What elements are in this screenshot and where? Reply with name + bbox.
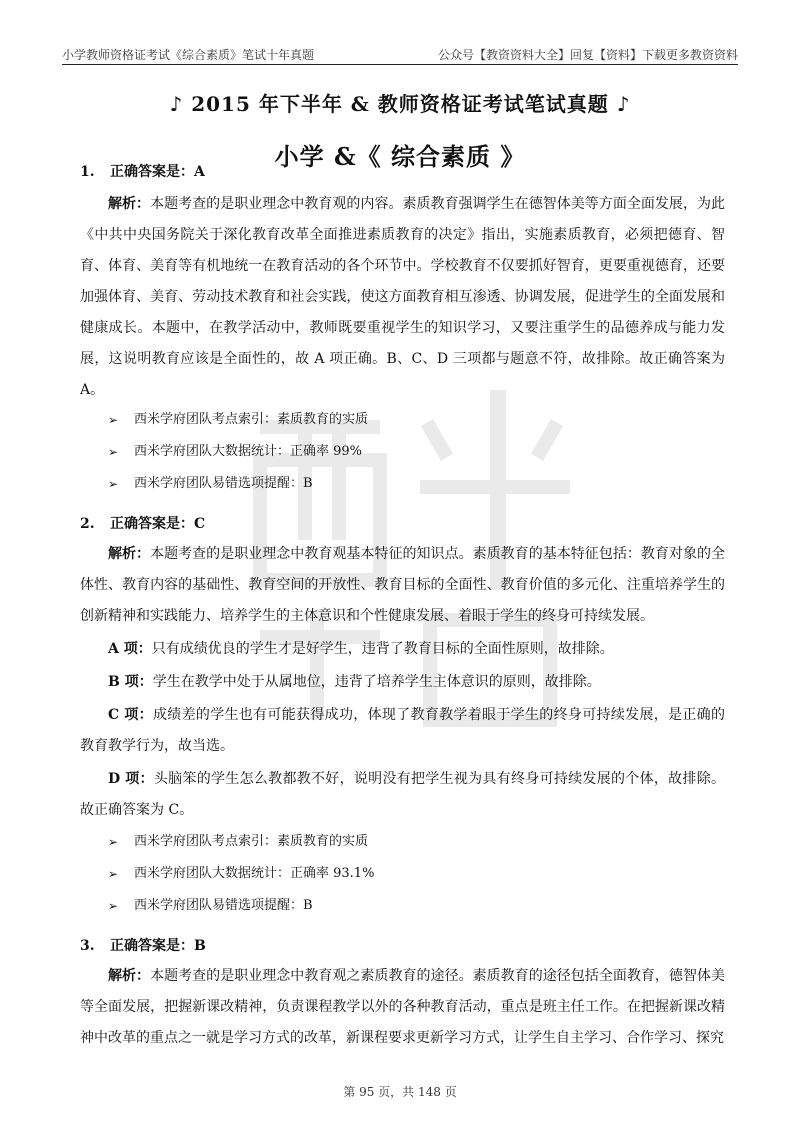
question-3-answer: 3. 正确答案是：B <box>80 938 206 954</box>
question-2-bullet: ➢ 西米学府团队考点索引：素质教育的实质 <box>80 832 725 852</box>
question-1-bullet: ➢ 西米学府团队易错选项提醒：B <box>80 474 725 494</box>
header-right-text: 公众号【教资资料大全】回复【资料】下载更多教资资料 <box>437 48 738 62</box>
question-2-bullet: ➢ 西米学府团队易错选项提醒：B <box>80 896 725 916</box>
arrow-bullet-icon: ➢ <box>108 899 119 913</box>
question-3-analysis: 解析：本题考查的是职业理念中教育观之素质教育的途径。素质教育的途径包括全面教育，德智体美等全面发展，把握新课改精神，负责课程教学以外的各种教育活动，重点是班主任工作。在把握新课改精神中改革的重点之一就是学习方式的改革，新课程要求更新学习方式，让学生自主学习、合作学习、探究 <box>80 968 726 1046</box>
question-2-bullet: ➢ 西米学府团队大数据统计：正确率 93.1% <box>80 864 725 884</box>
page-header <box>62 40 738 65</box>
arrow-bullet-icon: ➢ <box>108 477 119 491</box>
arrow-bullet-icon: ➢ <box>108 413 119 427</box>
answer-content <box>80 160 725 1054</box>
arrow-bullet-icon: ➢ <box>108 867 119 881</box>
question-1-bullet: ➢ 西米学府团队考点索引：素质教育的实质 <box>80 410 725 430</box>
question-2-option-a: A 项：只有成绩优良的学生才是好学生，违背了教育目标的全面性原则，故排除。 <box>108 641 614 657</box>
question-1-answer: 1. 正确答案是：A <box>80 164 205 180</box>
question-2-option-b: B 项：学生在教学中处于从属地位，违背了培养学生主体意识的原则，故排除。 <box>108 674 601 690</box>
arrow-bullet-icon: ➢ <box>108 835 119 849</box>
exam-title: ♪ 2015 年下半年 & 教师资格证考试笔试真题 ♪ <box>169 92 631 116</box>
question-2-answer: 2. 正确答案是：C <box>80 516 206 532</box>
subject-title: 小学 &《 综合素质 》 <box>274 142 526 171</box>
question-1-analysis: 解析：本题考查的是职业理念中教育观的内容。素质教育强调学生在德智体美等方面全面发展，为此《中共中央国务院关于深化教育改革全面推进素质教育的决定》指出，实施素质教育，必须把德育、智育、体育、美育等有机地统一在教育活动的各个环节中。学校教育不仅要抓好智育，更要重视德育，还要加强体育、美育、劳动技术教育和社会实践，使这方面教育相互渗透、协调发展，促进学生的全面发展和健康成长。本题中，在教学活动中，教师既要重视学生的知识学习，又要注重学生的品德养成与能力发展，这说明教育应该是全面性的，故 A 项正确。B、C、D 三项都与题意不符，故排除。故正确答案为 A。 <box>80 196 726 398</box>
question-1-bullet: ➢ 西米学府团队大数据统计：正确率 99% <box>80 442 725 462</box>
header-left-text: 小学教师资格证考试《综合素质》笔试十年真题 <box>62 48 315 62</box>
question-2-option-c: C 项：成绩差的学生也有可能获得成功，体现了教育教学着眼于学生的终身可持续发展，是正确的教育教学行为，故当选。 <box>80 707 725 754</box>
page-number: 第 95 页，共 148 页 <box>343 1085 457 1099</box>
arrow-bullet-icon: ➢ <box>108 445 119 459</box>
question-2-option-d: D 项：头脑笨的学生怎么教都教不好，说明没有把学生视为具有终身可持续发展的个体，故排除。故正确答案为 C。 <box>80 771 726 818</box>
question-2-analysis: 解析：本题考查的是职业理念中教育观基本特征的知识点。素质教育的基本特征包括：教育对象的全体性、教育内容的基础性、教育空间的开放性、教育目标的全面性、教育价值的多元化、注重培养学生的创新精神和实践能力、培养学生的主体意识和个性健康发展、着眼于学生的终身可持续发展。 <box>80 546 726 624</box>
